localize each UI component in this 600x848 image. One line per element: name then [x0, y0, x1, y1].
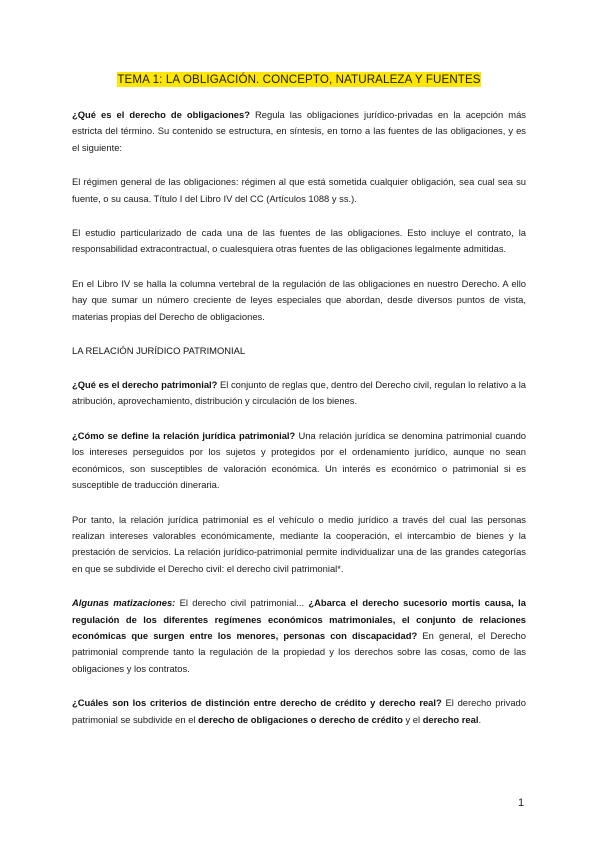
paragraph-4: En el Libro IV se halla la columna vertebral de la regulación de las obligaciones en nuestro Derecho. A ello hay que sumar un número creciente de leyes especiales que abordan, desde diversos puntos de vista, materias propias del Derecho de obligaciones. — [72, 277, 526, 322]
paragraph-1 — [72, 107, 526, 156]
nuances-lead-italic: Algunas matizaciones: — [72, 597, 176, 609]
paragraph-5 — [72, 377, 526, 410]
paragraph-9 — [72, 695, 526, 728]
section-heading: LA RELACIÓN JURÍDICO PATRIMONIAL — [72, 345, 246, 357]
document-title: TEMA 1: LA OBLIGACIÓN. CONCEPTO, NATURALEZA Y FUENTES — [117, 73, 481, 86]
paragraph-3: El estudio particularizado de cada una de las fuentes de las obligaciones. Esto incluye el contrato, la responsabilidad extracontractual, o cualesquiera otras fuentes de las obligaciones legalmente admitidas. — [72, 227, 526, 255]
paragraph-1-text: Regula las obligaciones jurídico-privadas en la acepción más estricta del término. Su contenido se estructura, en síntesis, en torno a las fuentes de las obligaciones, y es el siguiente: — [72, 109, 526, 153]
nuances-question: ¿Abarca el derecho sucesorio mortis causa, la regulación de los diferentes regímenes económicos matrimoniales, el conjunto de relaciones económicas que surgen entre los menores, personas con discapacidad? — [72, 597, 526, 641]
question-patrimonial: ¿Qué es el derecho patrimonial? — [72, 379, 218, 391]
term-real-law: derecho real — [422, 713, 479, 725]
paragraph-6-text: Una relación jurídica se denomina patrimonial cuando los intereses perseguidos por los sujetos y protegidos por el ordenamiento jurídico, aunque no sean económicos, son susceptibles de valoración económica. Un interés es económico o patrimonial si es susceptible de traducción dineraria. — [72, 429, 526, 491]
paragraph-8-text-1: El derecho civil patrimonial... — [175, 597, 309, 609]
question-relation-definition: ¿Cómo se define la relación jurídica patrimonial? — [72, 429, 296, 441]
paragraph-5-text: El conjunto de reglas que, dentro del Derecho civil, regulan lo relativo a la atribución, aprovechamiento, distribución y circulación de los bienes. — [72, 379, 527, 407]
paragraph-7: Por tanto, la relación jurídica patrimonial es el vehículo o medio jurídico a través del cual las personas realizan intereses valorables económicamente, mediante la cooperación, el intercambio de bienes y la prestación de servicios. La relación jurídico-patrimonial permite individualizar una de las grandes categorías en que se subdivide el Derecho civil: el derecho civil patrimonial*. — [72, 513, 526, 574]
paragraph-2: El régimen general de las obligaciones: régimen al que está sometida cualquier obligación, sea cual sea su fuente, o su causa. Título I del Libro IV del CC (Artículos 1088 y ss.). — [72, 176, 526, 204]
question-criteria: ¿Cuáles son los criterios de distinción entre derecho de crédito y derecho real? — [72, 697, 442, 709]
question-obligations: ¿Qué es el derecho de obligaciones? — [72, 109, 250, 120]
paragraph-9-text-1: El derecho privado patrimonial se subdivide en el — [72, 697, 526, 725]
term-credit-law: derecho de obligaciones o derecho de crédito — [198, 713, 403, 725]
nuances-lead — [72, 597, 175, 608]
page-number: 1 — [518, 797, 525, 809]
title-wrap — [72, 70, 526, 89]
paragraph-8 — [72, 595, 526, 677]
paragraph-6 — [72, 428, 526, 494]
paragraph-9-text-3: . — [478, 713, 482, 725]
paragraph-9-text-2: y el — [402, 713, 423, 725]
document-page — [72, 70, 526, 746]
paragraph-8-text-2: En general, el Derecho patrimonial comprende tanto la regulación de la propiedad y los derechos sobre las cosas, como de las obligaciones y los contratos. — [72, 629, 526, 674]
